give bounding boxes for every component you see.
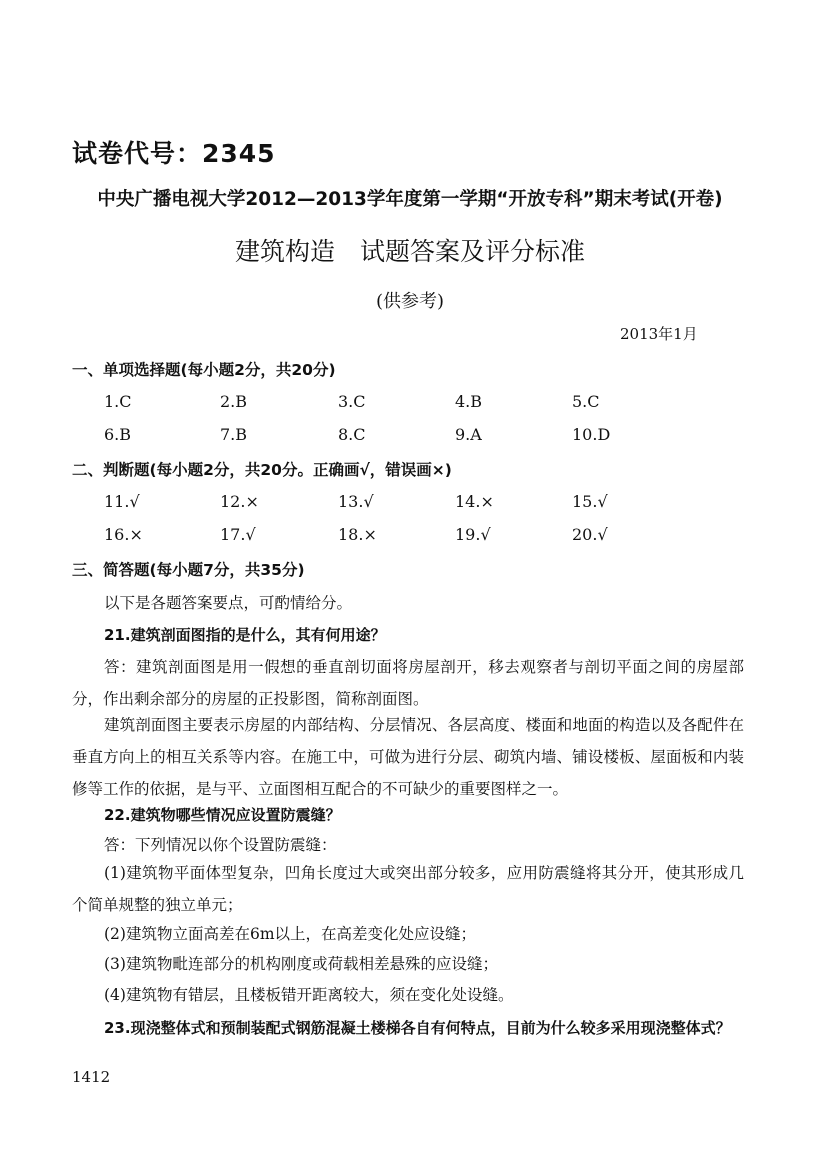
answer-12: 12.×	[220, 492, 259, 511]
answer-20: 20.√	[572, 525, 608, 544]
answer-11: 11.√	[104, 492, 140, 511]
page-title: 建筑构造 试题答案及评分标准	[234, 237, 585, 266]
question-22: 22.建筑物哪些情况应设置防震缝？	[104, 806, 341, 824]
answer-2: 2.B	[220, 392, 248, 411]
page-subtitle: (供参考)	[375, 291, 445, 312]
answer-8: 8.C	[338, 425, 366, 444]
answer-14: 14.×	[455, 492, 494, 511]
answer-22-item-3: (3)建筑物毗连部分的机构刚度或荷载相差悬殊的应设缝；	[104, 955, 498, 973]
exam-header: 中央广播电视大学2012—2013学年度第一学期“开放专科”期末考试(开卷)	[97, 189, 723, 210]
answer-22-item-1: (1)建筑物平面体型复杂，凹角长度过大或突出部分较多，应用防震缝将其分开，使其形成几个简单规整的独立单元；	[72, 864, 744, 914]
answer-7: 7.B	[220, 425, 248, 444]
answer-1: 1.C	[104, 392, 132, 411]
answer-18: 18.×	[338, 525, 377, 544]
answer-21-part-2: 建筑剖面图主要表示房屋的内部结构、分层情况、各层高度、楼面和地面的构造以及各配件在垂直方向上的相互关系等内容。在施工中，可做为进行分层、砌筑内墙、铺设楼板、屋面板和内装修等工作的依据，是与平、立面图相互配合的不可缺少的重要图样之一。	[72, 716, 744, 798]
answer-22-item-4: (4)建筑物有错层，且楼板错开距离较大，须在变化处设缝。	[104, 986, 514, 1004]
answer-5: 5.C	[572, 392, 600, 411]
section-heading-short-answer: 三、简答题(每小题7分，共35分)	[72, 561, 305, 579]
exam-date: 2013年1月	[620, 325, 698, 343]
answer-10: 10.D	[572, 425, 611, 444]
section-heading-judgement: 二、判断题(每小题2分，共20分。正确画√，错误画×)	[72, 461, 452, 479]
section-heading-choice: 一、单项选择题(每小题2分，共20分)	[72, 361, 336, 379]
answer-9: 9.A	[455, 425, 482, 444]
answer-4: 4.B	[455, 392, 483, 411]
answer-3: 3.C	[338, 392, 366, 411]
answer-13: 13.√	[338, 492, 374, 511]
answer-22-intro: 答：下列情况以你个设置防震缝：	[104, 836, 337, 854]
answer-15: 15.√	[572, 492, 608, 511]
answer-16: 16.×	[104, 525, 143, 544]
answer-17: 17.√	[220, 525, 256, 544]
exam-code: 试卷代号：2345	[72, 139, 276, 168]
answer-6: 6.B	[104, 425, 132, 444]
question-21: 21.建筑剖面图指的是什么，其有何用途？	[104, 626, 386, 644]
question-23: 23.现浇整体式和预制装配式钢筋混凝土楼梯各自有何特点，目前为什么较多采用现浇整体式？	[104, 1019, 731, 1037]
answer-21-part-1: 答：建筑剖面图是用一假想的垂直剖切面将房屋剖开，移去观察者与剖切平面之间的房屋部分，作出剩余部分的房屋的正投影图，简称剖面图。	[72, 658, 744, 708]
answer-22-item-2: (2)建筑物立面高差在6m以上，在高差变化处应设缝；	[104, 925, 477, 943]
page-number: 1412	[72, 1068, 111, 1086]
grading-note: 以下是各题答案要点，可酌情给分。	[104, 594, 353, 612]
answer-19: 19.√	[455, 525, 491, 544]
